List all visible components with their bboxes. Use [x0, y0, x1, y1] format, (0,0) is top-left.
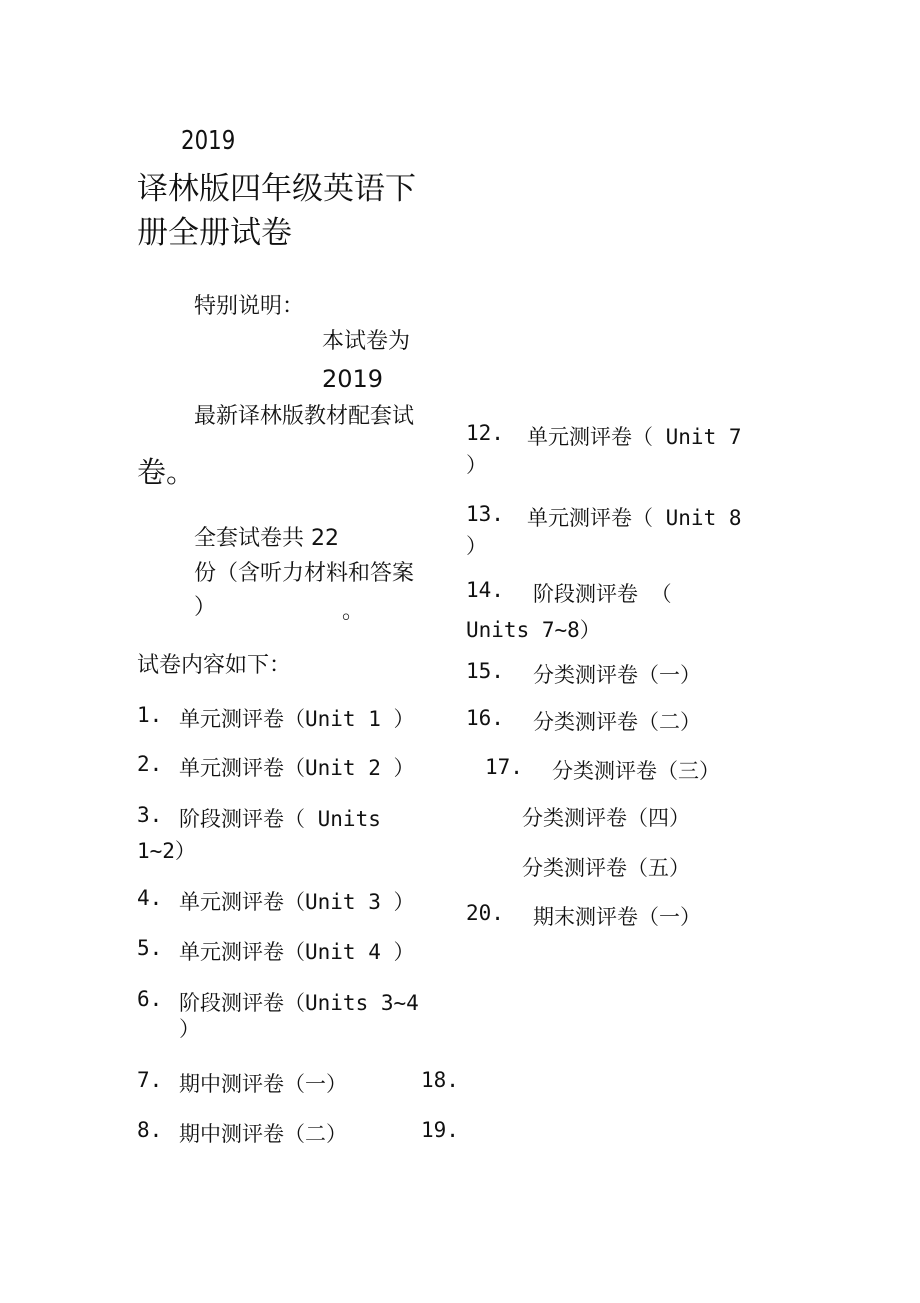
notice-bracket: ） [194, 595, 217, 620]
list-item: 阶段测评卷（Units 3~4 [179, 991, 419, 1015]
list-item-number: 17. [485, 755, 523, 779]
list-item: 阶段测评卷（ Units [179, 807, 381, 831]
list-item: 单元测评卷（ Unit 7 [527, 425, 742, 449]
list-item-number: 6. [137, 987, 163, 1011]
list-item-number: 5. [137, 936, 163, 960]
notice-line: 本试卷为 [322, 329, 411, 354]
list-item-number: 2. [137, 752, 163, 776]
list-item: 分类测评卷（五） [522, 856, 690, 880]
list-item-number: 15. [466, 659, 504, 683]
list-item-number: 8. [137, 1118, 163, 1142]
list-item-continuation: ） [466, 453, 487, 477]
list-item-number: 20. [466, 901, 504, 925]
notice-line: 份（含听力材料和答案 [194, 561, 415, 586]
list-item-number: 13. [466, 502, 504, 526]
list-item: 单元测评卷（Unit 1 ） [179, 707, 415, 731]
list-item: 期中测评卷（一） [179, 1072, 347, 1096]
notice-line: 最新译林版教材配套试 [194, 404, 415, 429]
list-item: 分类测评卷（一） [533, 663, 701, 687]
list-item: 阶段测评卷 （ [533, 582, 672, 606]
list-item-number: 3. [137, 803, 163, 827]
list-item: 单元测评卷（ Unit 8 [527, 506, 742, 530]
list-item-number: 16. [466, 706, 504, 730]
notice-line: 全套试卷共 22 [194, 526, 339, 551]
notice-year: 2019 [322, 365, 384, 393]
page-title-line1: 译林版四年级英语下 [137, 171, 416, 207]
list-item: 单元测评卷（Unit 4 ） [179, 940, 415, 964]
list-item-number: 1. [137, 703, 163, 727]
list-item: 期中测评卷（二） [179, 1122, 347, 1146]
notice-label: 特别说明： [194, 294, 305, 319]
title-year: 2019 [181, 126, 236, 156]
list-item-continuation: ） [179, 1017, 200, 1041]
stray-number: 18. [421, 1068, 459, 1092]
list-item: 单元测评卷（Unit 2 ） [179, 756, 415, 780]
list-item-continuation: 1~2） [137, 839, 196, 863]
contents-label: 试卷内容如下： [137, 653, 292, 678]
list-item: 分类测评卷（二） [533, 710, 701, 734]
list-item: 分类测评卷（四） [522, 806, 690, 830]
list-item-number: 7. [137, 1068, 163, 1092]
list-item-continuation: ） [466, 534, 487, 558]
stray-number: 19. [421, 1118, 459, 1142]
list-item: 分类测评卷（三） [552, 759, 720, 783]
list-item-number: 14. [466, 578, 504, 602]
notice-line: 卷。 [137, 455, 196, 489]
list-item: 单元测评卷（Unit 3 ） [179, 890, 415, 914]
list-item: 期末测评卷（一） [533, 905, 701, 929]
page-title-line2: 册全册试卷 [137, 215, 292, 251]
notice-dot: 。 [342, 599, 365, 624]
list-item-continuation: Units 7~8） [466, 618, 601, 642]
list-item-number: 4. [137, 886, 163, 910]
list-item-number: 12. [466, 421, 504, 445]
